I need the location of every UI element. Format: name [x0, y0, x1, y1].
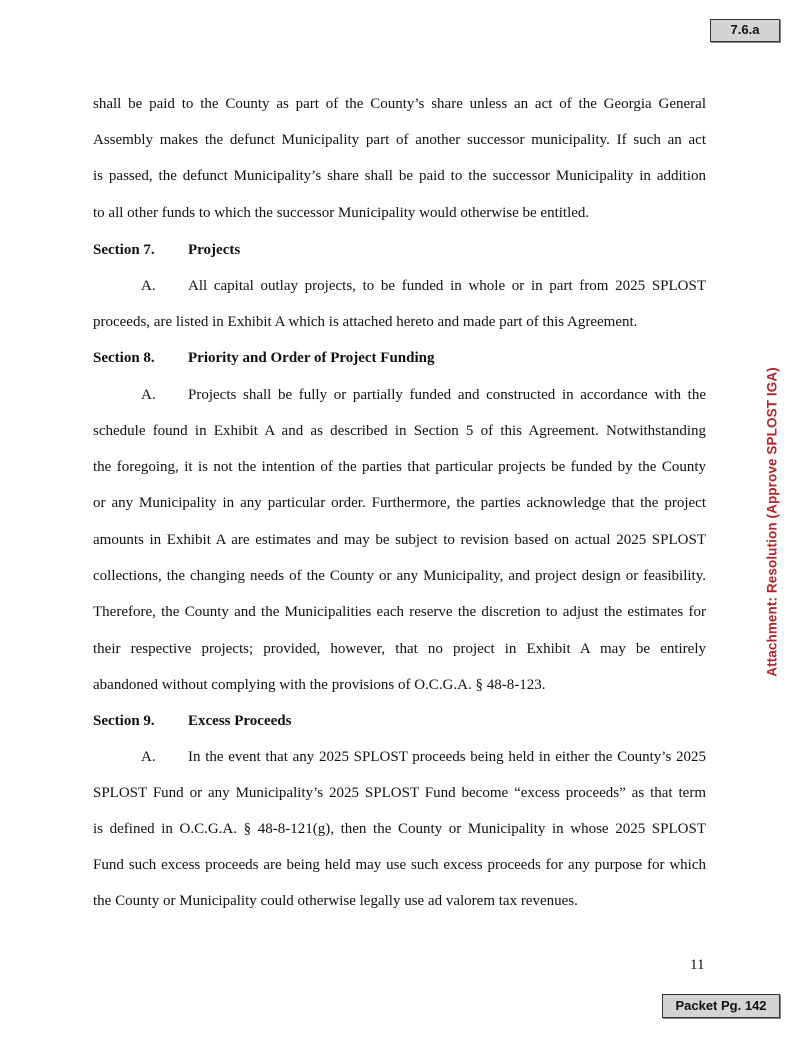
section-9-para-label: A. [141, 749, 156, 765]
section-9-number: Section 9. [93, 713, 155, 729]
section-7-para-label: A. [141, 278, 156, 294]
body-line: the foregoing, it is not the intention of the parties that particular projects be funded by the County [93, 459, 706, 475]
body-line: is passed, the defunct Municipality’s share shall be paid to the successor Municipality in addition [93, 168, 706, 184]
section-9-title: Excess Proceeds [188, 713, 292, 729]
body-line: SPLOST Fund or any Municipality’s 2025 SPLOST Fund become “excess proceeds” as that term [93, 785, 706, 801]
section-8-title: Priority and Order of Project Funding [188, 350, 435, 366]
body-line: schedule found in Exhibit A and as described in Section 5 of this Agreement. Notwithstanding [93, 423, 706, 439]
body-line: their respective projects; provided, however, that no project in Exhibit A may be entirely [93, 641, 706, 657]
page-number: 11 [690, 957, 705, 973]
body-line: amounts in Exhibit A are estimates and may be subject to revision based on actual 2025 SPLOST [93, 532, 706, 548]
body-line: shall be paid to the County as part of the County’s share unless an act of the Georgia General [93, 96, 706, 112]
body-line: Therefore, the County and the Municipalities each reserve the discretion to adjust the estimates for [93, 604, 706, 620]
body-line: Fund such excess proceeds are being held may use such excess proceeds for any purpose for which [93, 857, 706, 873]
section-8-number: Section 8. [93, 350, 155, 366]
section-8-para-first-line: Projects shall be fully or partially funded and constructed in accordance with the [188, 387, 706, 403]
body-line: or any Municipality in any particular order. Furthermore, the parties acknowledge that the project [93, 495, 706, 511]
section-7-number: Section 7. [93, 242, 155, 258]
body-line: Assembly makes the defunct Municipality part of another successor municipality. If such an act [93, 132, 706, 148]
packet-page-tag: Packet Pg. 142 [662, 994, 780, 1018]
section-7-para-first-line: All capital outlay projects, to be funded in whole or in part from 2025 SPLOST [188, 278, 706, 294]
section-9-para-first-line: In the event that any 2025 SPLOST proceeds being held in either the County’s 2025 [188, 749, 706, 765]
agenda-item-tag: 7.6.a [710, 19, 780, 42]
body-line: proceeds, are listed in Exhibit A which is attached hereto and made part of this Agreement. [93, 314, 638, 330]
body-line: to all other funds to which the successor Municipality would otherwise be entitled. [93, 205, 590, 221]
section-8-para-label: A. [141, 387, 156, 403]
body-line: abandoned without complying with the provisions of O.C.G.A. § 48-8-123. [93, 677, 546, 693]
section-7-title: Projects [188, 242, 241, 258]
body-line: is defined in O.C.G.A. § 48-8-121(g), then the County or Municipality in whose 2025 SPLOST [93, 821, 706, 837]
attachment-side-label: Attachment: Resolution (Approve SPLOST IGA) [764, 367, 780, 677]
body-line: collections, the changing needs of the County or any Municipality, and project design or feasibility. [93, 568, 706, 584]
body-line: the County or Municipality could otherwise legally use ad valorem tax revenues. [93, 893, 578, 909]
